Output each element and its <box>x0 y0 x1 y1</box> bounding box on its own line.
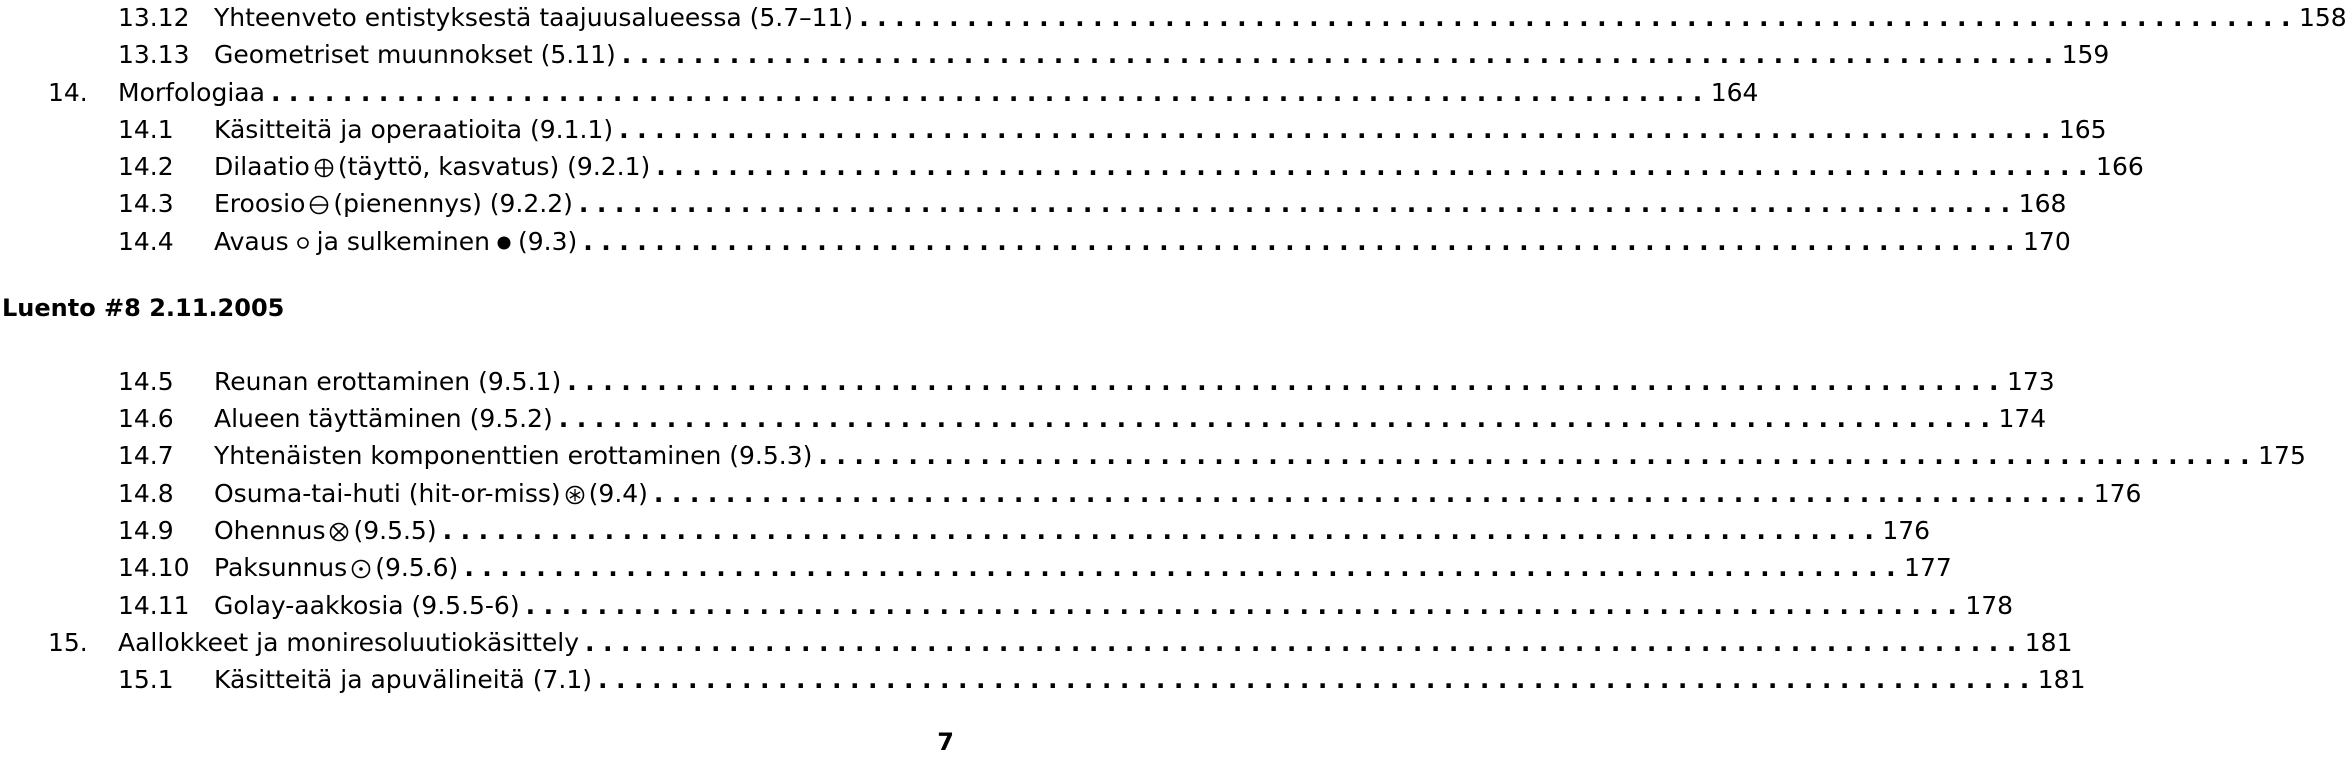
toc-page-number: 173 <box>2006 367 2055 396</box>
toc-entry-number: 14.8 <box>118 479 174 508</box>
toc-entry-title <box>214 112 613 148</box>
odot-icon <box>351 559 371 579</box>
toc-dot-leader: ................................................................................ <box>653 479 2094 508</box>
circ-icon <box>293 233 313 253</box>
toc-dot-leader: ................................................................................ <box>442 516 1883 545</box>
toc-entry[interactable] <box>0 0 2347 36</box>
toc-entry-body <box>214 438 2306 474</box>
toc-entry-body <box>118 75 1759 111</box>
toc-page-number: 165 <box>2058 115 2107 144</box>
toc-dot-leader: ................................................................................ <box>585 628 2025 657</box>
toc-entry-title-text: Yhteenveto entistyksestä taajuusalueessa (5.7–11) <box>214 3 854 32</box>
toc-entry[interactable] <box>0 224 2071 260</box>
toc-entry-number: 14.6 <box>118 404 174 433</box>
bullet-icon <box>494 233 514 253</box>
toc-entry-title-text: Paksunnus <box>214 553 348 582</box>
toc-dot-leader: ................................................................................ <box>859 3 2299 32</box>
toc-entry-title-text: (9.3) <box>518 227 578 256</box>
toc-entry-title-text: Avaus <box>214 227 289 256</box>
toc-entry[interactable] <box>0 513 1931 549</box>
toc-entry-title <box>214 224 577 260</box>
toc-page-number: 168 <box>2018 189 2067 218</box>
toc-entry[interactable] <box>0 75 1759 111</box>
toc-page-number: 176 <box>2093 479 2142 508</box>
toc-entry-body <box>214 37 2110 73</box>
toc-entry-title-text: Eroosio <box>214 189 306 218</box>
toc-entry-number: 14.4 <box>118 227 174 256</box>
toc-entry[interactable] <box>0 186 2067 222</box>
toc-entry-title-text: (täyttö, kasvatus) (9.2.1) <box>337 152 651 181</box>
toc-entry[interactable] <box>0 625 2073 661</box>
toc-entry-body <box>214 476 2142 512</box>
toc-entry-title-text: (9.5.5) <box>353 516 437 545</box>
toc-dot-leader: ................................................................................ <box>598 665 2038 694</box>
toc-entry-body <box>214 513 1931 549</box>
toc-entry-body <box>214 401 2047 437</box>
toc-entry-title-text: Osuma-tai-huti (hit-or-miss) <box>214 479 561 508</box>
toc-page-number: 175 <box>2258 441 2306 470</box>
toc-entry-title <box>214 401 553 437</box>
toc-entry-title <box>214 513 437 549</box>
toc-dot-leader: ................................................................................ <box>583 227 2024 256</box>
toc-entry[interactable] <box>0 588 2014 624</box>
toc-entry[interactable] <box>0 401 2047 437</box>
toc-dot-leader: ................................................................................ <box>818 441 2259 470</box>
toc-entry-title-text: Ohennus <box>214 516 326 545</box>
toc-dot-leader: ................................................................................ <box>567 367 2007 396</box>
toc-entry-title-text: Dilaatio <box>214 152 310 181</box>
toc-dot-leader: ................................................................................ <box>656 152 2097 181</box>
toc-entry-title <box>118 625 579 661</box>
toc-entry-number: 15. <box>48 628 88 657</box>
toc-dot-leader: ................................................................................ <box>525 591 1966 620</box>
toc-page-number: 170 <box>2023 227 2071 256</box>
toc-entry-title-text: Käsitteitä ja operaatioita (9.1.1) <box>214 115 614 144</box>
toc-entry-number: 14. <box>48 78 88 107</box>
toc-entry-title <box>214 364 561 400</box>
toc-entry-number: 14.5 <box>118 367 174 396</box>
toc-entry-body <box>214 112 2107 148</box>
circledast-icon <box>565 485 585 505</box>
toc-entry-number: 14.1 <box>118 115 174 144</box>
toc-entry-body <box>214 0 2347 36</box>
toc-entry-number: 13.12 <box>118 3 190 32</box>
toc-dot-leader: ................................................................................ <box>621 40 2062 69</box>
toc-dot-leader: ................................................................................ <box>558 404 1999 433</box>
toc-entry-number: 14.9 <box>118 516 174 545</box>
toc-entry-title-text: Aallokkeet ja moniresoluutiokäsittely <box>118 628 579 657</box>
toc-dot-leader: ................................................................................ <box>619 115 2059 144</box>
toc-dot-leader: ................................................................................ <box>270 78 1711 107</box>
toc-entry[interactable] <box>0 112 2107 148</box>
toc-entry-title <box>214 662 592 698</box>
toc-entry-title <box>118 75 265 111</box>
toc-entry-title-text: ja sulkeminen <box>316 227 490 256</box>
toc-entry[interactable] <box>0 438 2306 474</box>
toc-entry-title <box>214 149 650 185</box>
toc-entry[interactable] <box>0 364 2055 400</box>
toc-entry-title <box>214 37 616 73</box>
toc-page-number: 181 <box>2037 665 2086 694</box>
toc-entry-title <box>214 588 520 624</box>
toc-entry[interactable] <box>0 476 2142 512</box>
toc-page-number: 166 <box>2096 152 2144 181</box>
footer-page-number: 7 <box>937 728 954 756</box>
toc-entry-number: 14.7 <box>118 441 174 470</box>
toc-entry-body <box>214 224 2071 260</box>
toc-entry-body <box>118 625 2073 661</box>
toc-entry-title-text: (9.5.6) <box>375 553 459 582</box>
otimes-icon <box>329 522 349 542</box>
ominus-icon <box>309 195 329 215</box>
toc-entry-title-text: Golay-aakkosia (9.5.5-6) <box>214 591 520 620</box>
toc-page-number: 159 <box>2061 40 2110 69</box>
toc-dot-leader: ................................................................................ <box>464 553 1905 582</box>
toc-entry-title-text: Yhtenäisten komponenttien erottaminen (9.5.3) <box>214 441 813 470</box>
toc-entry[interactable] <box>0 149 2144 185</box>
toc-entry-body <box>214 588 2014 624</box>
toc-entry-number: 15.1 <box>118 665 174 694</box>
toc-entry-title <box>214 0 853 36</box>
toc-entry-title-text: Käsitteitä ja apuvälineitä (7.1) <box>214 665 593 694</box>
toc-entry-body <box>214 149 2144 185</box>
lecture-heading: Luento #8 2.11.2005 <box>2 294 285 322</box>
toc-page-number: 176 <box>1882 516 1931 545</box>
toc-page-number: 177 <box>1904 553 1952 582</box>
toc-entry-title <box>214 476 648 512</box>
toc-entry-number: 14.3 <box>118 189 174 218</box>
toc-entry-body <box>214 364 2055 400</box>
toc-page-number: 158 <box>2298 3 2347 32</box>
toc-entry-title-text: (9.4) <box>588 479 648 508</box>
toc-entry-title <box>214 186 573 222</box>
toc-entry[interactable] <box>0 662 2086 698</box>
toc-entry-body <box>214 550 1952 586</box>
toc-entry-title-text: Reunan erottaminen (9.5.1) <box>214 367 562 396</box>
toc-page-number: 181 <box>2024 628 2073 657</box>
toc-entry-title-text: (pienennys) (9.2.2) <box>333 189 573 218</box>
toc-entry-title <box>214 550 458 586</box>
toc-entry-body <box>214 662 2086 698</box>
toc-page-number: 164 <box>1710 78 1759 107</box>
toc-entry-title-text: Morfologiaa <box>118 78 265 107</box>
toc-entry[interactable] <box>0 37 2110 73</box>
toc-page-number: 174 <box>1998 404 2047 433</box>
toc-entry-number: 14.2 <box>118 152 174 181</box>
toc-entry-number: 14.10 <box>118 553 190 582</box>
toc-entry-title <box>214 438 812 474</box>
oplus-icon <box>314 158 334 178</box>
toc-entry-number: 14.11 <box>118 591 190 620</box>
toc-entry-body <box>214 186 2067 222</box>
toc-entry-title-text: Geometriset muunnokset (5.11) <box>214 40 616 69</box>
toc-entry-number: 13.13 <box>118 40 190 69</box>
toc-entry-title-text: Alueen täyttäminen (9.5.2) <box>214 404 553 433</box>
toc-dot-leader: ................................................................................ <box>578 189 2019 218</box>
toc-page-number: 178 <box>1965 591 2014 620</box>
toc-entry[interactable] <box>0 550 1952 586</box>
